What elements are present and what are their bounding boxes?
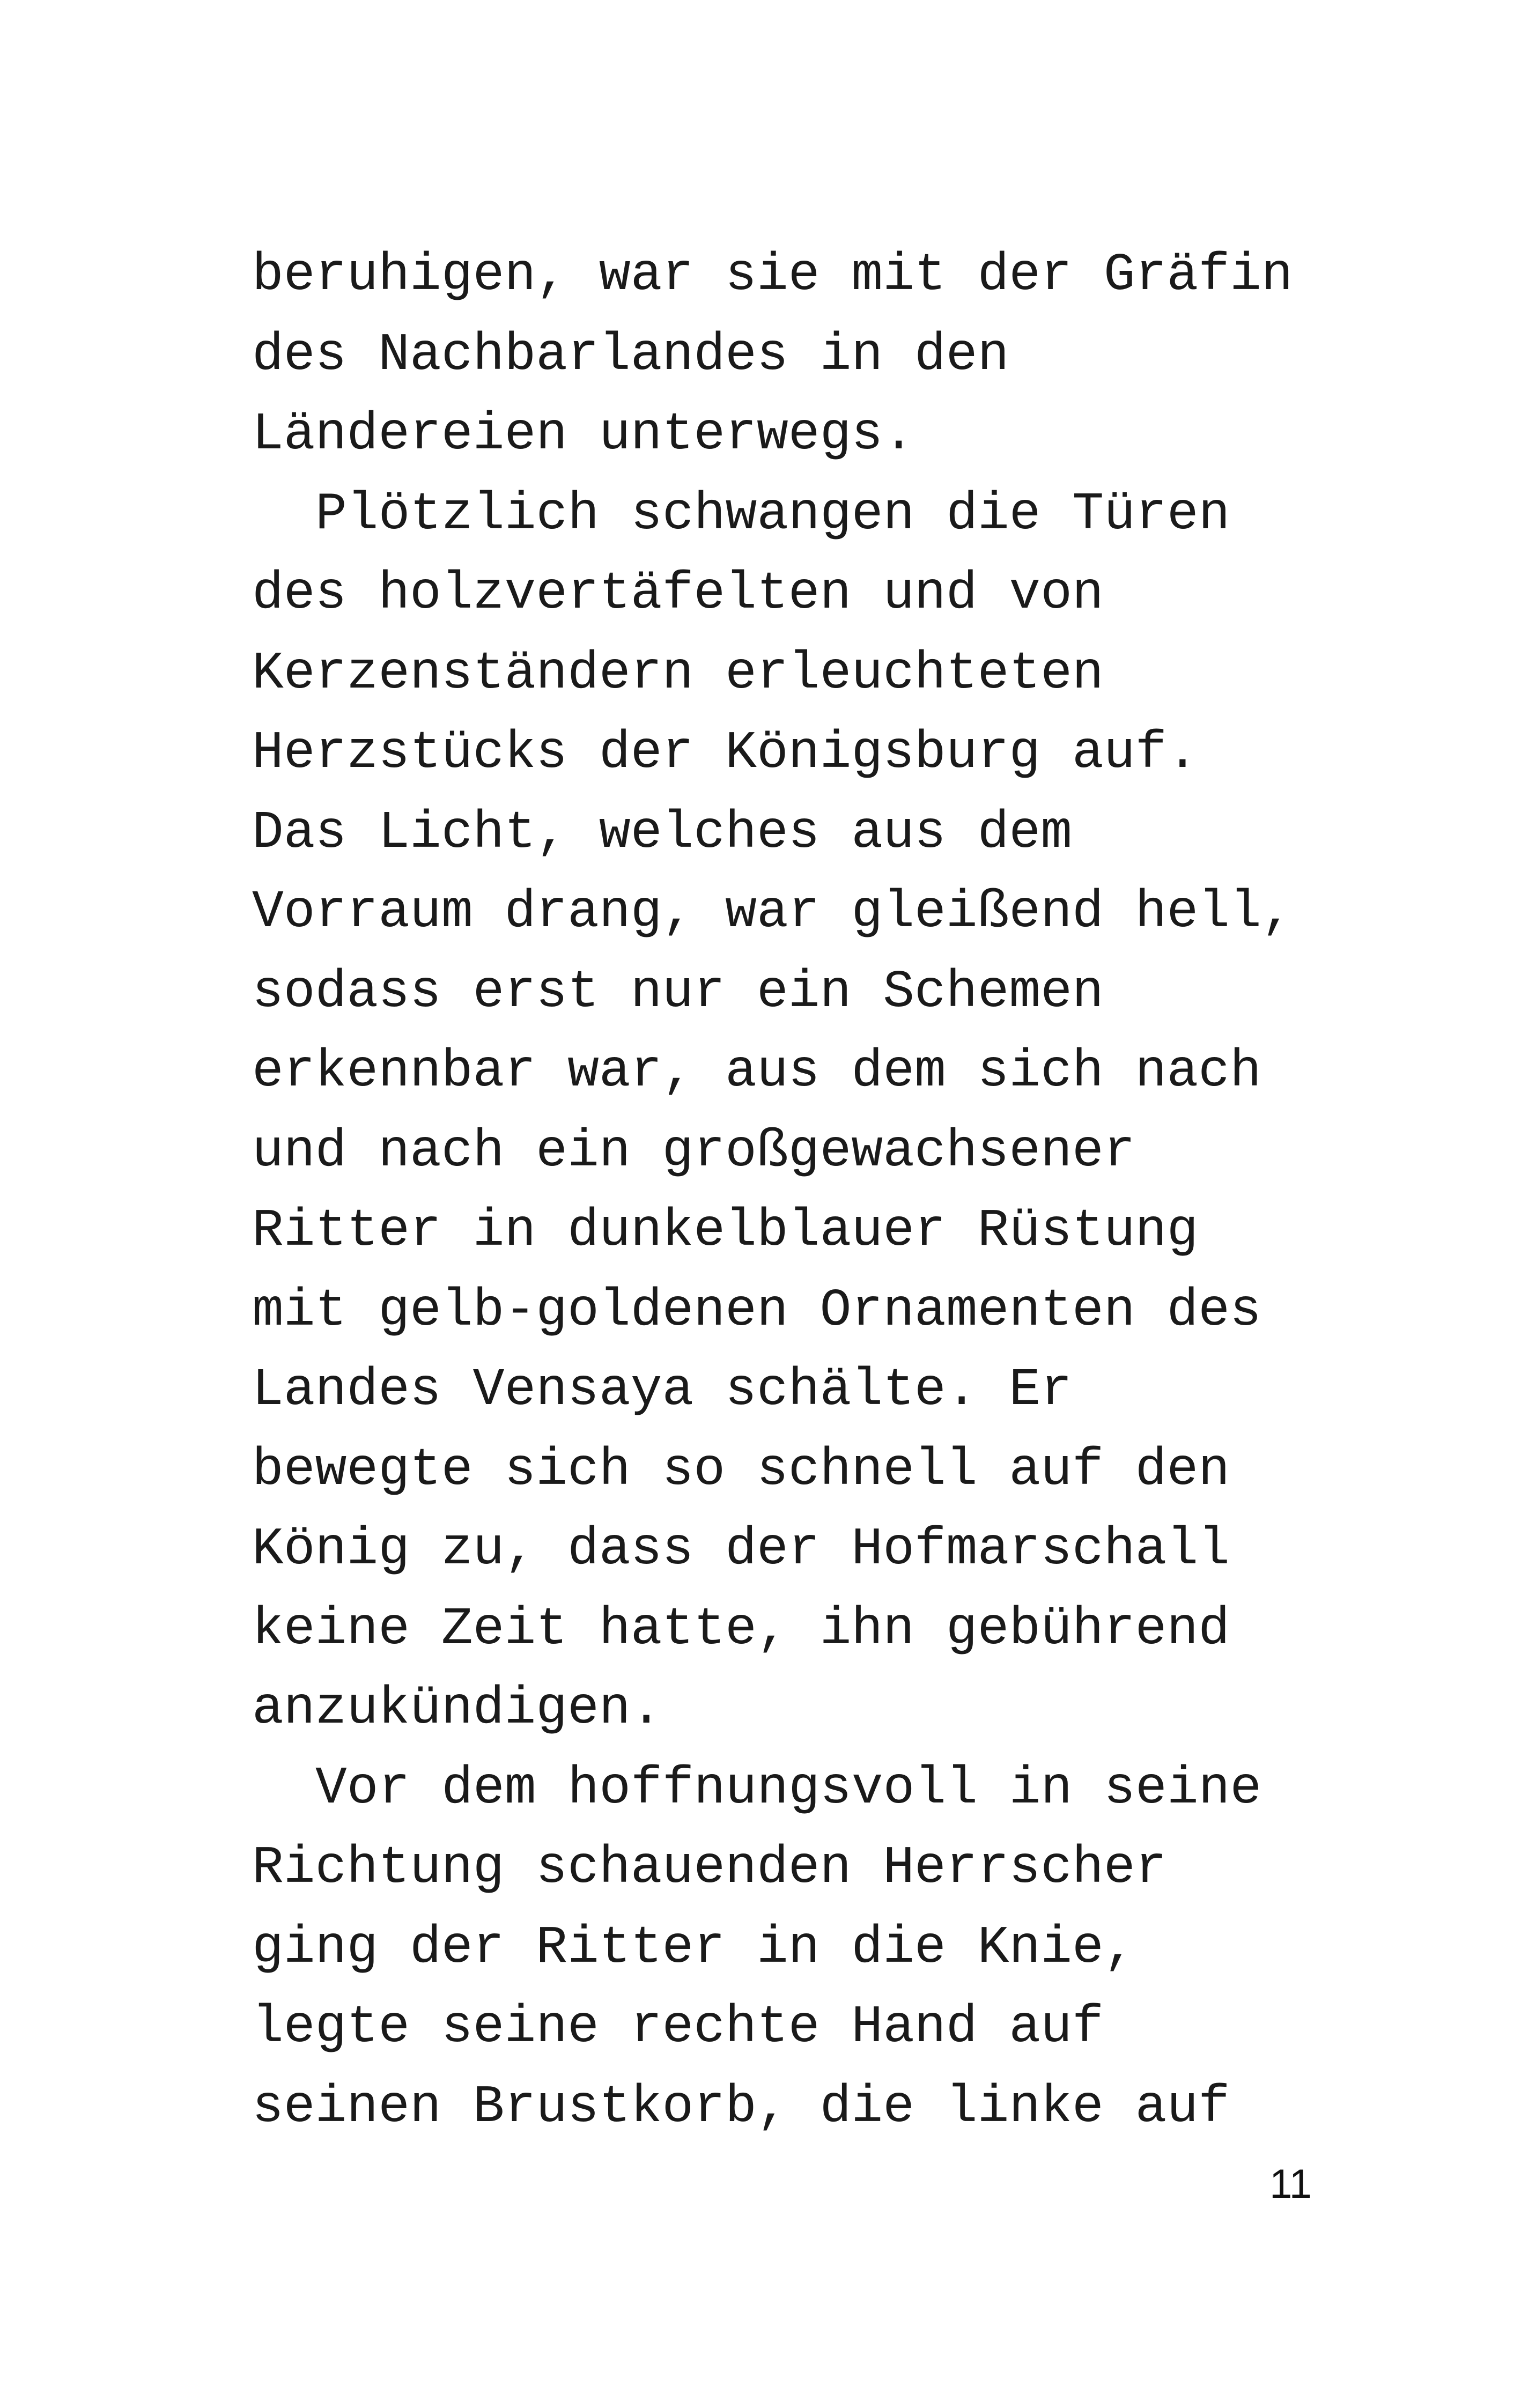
body-text: [252, 236, 1378, 2147]
text-line: ging der Ritter in die Knie,: [252, 1918, 1135, 1978]
text-line: keine Zeit hatte, ihn gebührend: [252, 1599, 1230, 1659]
text-line: Vorraum drang, war gleißend hell,: [252, 883, 1293, 942]
text-line: seinen Brustkorb, die linke auf: [252, 2077, 1230, 2137]
text-line: Das Licht, welches aus dem: [252, 803, 1073, 863]
text-line: des Nachbarlandes in den: [252, 325, 1009, 385]
text-line: sodass erst nur ein Schemen: [252, 962, 1104, 1022]
text-line: mit gelb-goldenen Ornamenten des: [252, 1281, 1261, 1341]
text-line: Ländereien unterwegs.: [252, 405, 915, 464]
text-line: beruhigen, war sie mit der Gräfin: [252, 246, 1293, 305]
text-line: und nach ein großgewachsener: [252, 1121, 1135, 1181]
text-line: des holzvertäfelten und von: [252, 564, 1104, 624]
text-line: erkennbar war, aus dem sich nach: [252, 1042, 1261, 1102]
text-line: Richtung schauenden Herrscher: [252, 1838, 1167, 1898]
page-number: 11: [1269, 2161, 1312, 2207]
text-line: Ritter in dunkelblauer Rüstung: [252, 1201, 1199, 1261]
text-line: anzukündigen.: [252, 1679, 662, 1739]
text-line: Kerzenständern erleuchteten: [252, 644, 1104, 704]
paragraph-start-line: Plötzlich schwangen die Türen: [315, 484, 1230, 544]
text-line: Herzstücks der Königsburg auf.: [252, 723, 1199, 783]
text-line: legte seine rechte Hand auf: [252, 1998, 1104, 2057]
text-line: König zu, dass der Hofmarschall: [252, 1520, 1230, 1579]
text-line: bewegte sich so schnell auf den: [252, 1440, 1230, 1500]
paragraph-start-line: Vor dem hoffnungsvoll in seine: [315, 1759, 1262, 1819]
text-line: Landes Vensaya schälte. Er: [252, 1361, 1073, 1420]
